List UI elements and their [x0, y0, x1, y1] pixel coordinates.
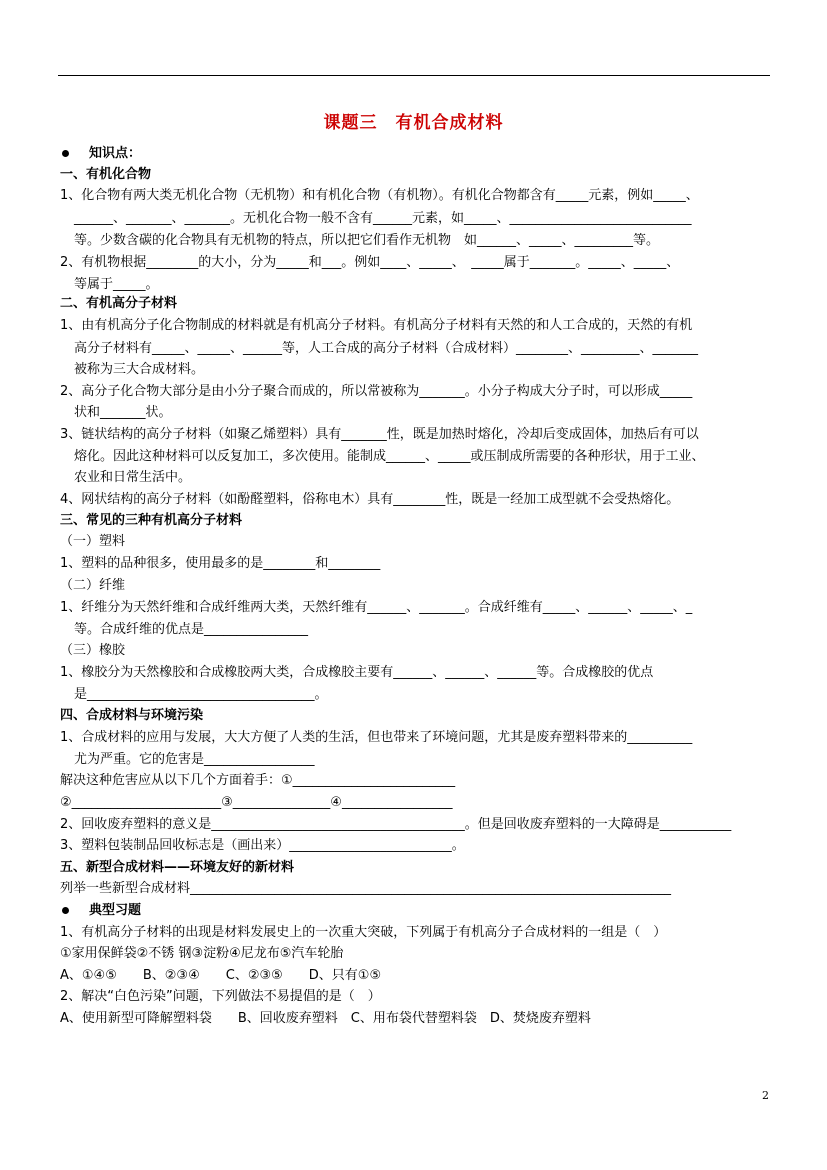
heading-three-polymers: 三、常见的三种有机高分子材料 — [60, 513, 243, 528]
page-number: 2 — [762, 1089, 769, 1102]
text-line: 1、由有机高分子化合物制成的材料就是有机高分子材料。有机高分子材料有天然的和人工合成的，天然的有机 — [60, 318, 693, 333]
bullet-icon — [62, 907, 69, 914]
text-line: 1、纤维分为天然纤维和合成纤维两大类，天然纤维有______、_______。合成纤维有_____、______、_____、_ — [60, 600, 693, 615]
heading-organic-compounds: 一、有机化合物 — [60, 167, 152, 182]
text-line: ______、_______、_______。无机化合物一般不含有______元素，如_____、____________________________ — [74, 211, 692, 226]
heading-new-materials: 五、新型合成材料——环境友好的新材料 — [60, 860, 295, 875]
text-line: 状和_______状。 — [74, 405, 172, 420]
section-exercises-label: 典型习题 — [89, 903, 142, 918]
subheading-plastics: （一）塑料 — [60, 534, 126, 549]
text-line: 3、链状结构的高分子材料（如聚乙烯塑料）具有_______性，既是加热时熔化，冷却后变成固体，加热后有可以 — [60, 427, 699, 442]
question-1: 1、有机高分子材料的出现是材料发展史上的一次重大突破，下列属于有机高分子合成材料的一组是（ ） — [60, 925, 667, 940]
bullet-icon — [62, 150, 69, 157]
heading-polymer-materials: 二、有机高分子材料 — [60, 296, 178, 311]
subheading-fibers: （二）纤维 — [60, 578, 126, 593]
question-1-items: ①家用保鲜袋②不锈 钢③淀粉④尼龙布⑤汽车轮胎 — [60, 946, 344, 961]
text-line: 解决这种危害应从以下几个方面着手：①_________________________ — [60, 773, 456, 788]
header-rule — [58, 75, 770, 76]
text-line: 是___________________________________。 — [74, 687, 328, 702]
text-line: 等属于_____。 — [74, 277, 159, 292]
text-line: 尤为严重。它的危害是_________________ — [74, 752, 315, 767]
subheading-rubber: （三）橡胶 — [60, 643, 126, 658]
page-title: 课题三 有机合成材料 — [323, 113, 504, 133]
text-line: 熔化。因此这种材料可以反复加工，多次使用。能制成______、_____或压制成所需要的各种形状，用于工业、 — [74, 449, 705, 464]
text-line: 等。合成纤维的优点是________________ — [74, 622, 309, 637]
text-line: 等。少数含碳的化合物具有无机物的特点，所以把它们看作无机物 如______、_____、_________等。 — [74, 233, 660, 248]
text-line: 1、塑料的品种很多，使用最多的是________和________ — [60, 556, 381, 571]
text-line: 1、合成材料的应用与发展，大大方便了人类的生活，但也带来了环境问题，尤其是废弃塑料带来的__________ — [60, 730, 693, 745]
text-line: ②_______________________③_______________④_________________ — [60, 795, 453, 810]
question-2: 2、解决“白色污染”问题，下列做法不易提倡的是（ ） — [60, 989, 381, 1004]
section-knowledge — [60, 146, 141, 162]
text-line: 1、橡胶分为天然橡胶和合成橡胶两大类，合成橡胶主要有______、______、______等。合成橡胶的优点 — [60, 665, 654, 680]
text-line: 农业和日常生活中。 — [74, 470, 192, 485]
text-line: 被称为三大合成材料。 — [74, 362, 205, 377]
section-exercises — [60, 903, 141, 919]
question-2-options: A、使用新型可降解塑料袋 B、回收废弃塑料 C、用布袋代替塑料袋 D、焚烧废弃塑料 — [60, 1011, 591, 1026]
heading-environment: 四、合成材料与环境污染 — [60, 708, 204, 723]
section-knowledge-label: 知识点： — [89, 146, 142, 161]
text-line: 1、化合物有两大类无机化合物（无机物）和有机化合物（有机物）。有机化合物都含有_____元素，例如_____、 — [60, 188, 699, 203]
text-line: 2、回收废弃塑料的意义是_______________________________________。但是回收废弃塑料的一大障碍是___________ — [60, 817, 732, 832]
text-line: 3、塑料包装制品回收标志是（画出来）_________________________。 — [60, 838, 465, 853]
text-line: 高分子材料有_____、_____、______等，人工合成的高分子材料（合成材料）________、_________、_______ — [74, 341, 699, 356]
question-1-options: A、①④⑤ B、②③④ C、②③⑤ D、只有①⑤ — [60, 968, 382, 983]
text-line: 2、有机物根据________的大小，分为_____和___。例如____、_____、 _____属于_______。_____、_____、 — [60, 255, 680, 270]
text-line: 列举一些新型合成材料__________________________________________________________________________ — [60, 881, 672, 896]
text-line: 4、网状结构的高分子材料（如酚醛塑料，俗称电木）具有________性，既是一经加工成型就不会受热熔化。 — [60, 492, 680, 507]
text-line: 2、高分子化合物大部分是由小分子聚合而成的，所以常被称为_______。小分子构成大分子时，可以形成_____ — [60, 384, 693, 399]
